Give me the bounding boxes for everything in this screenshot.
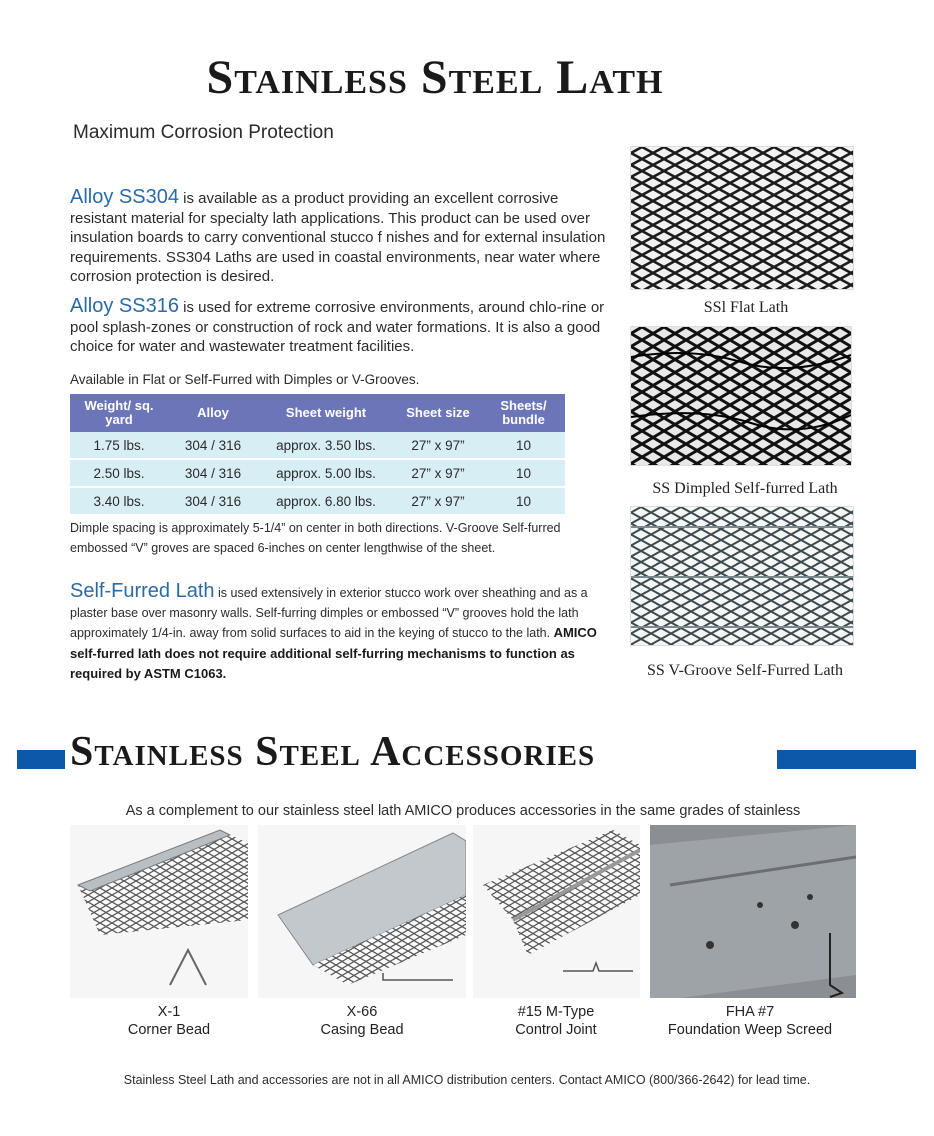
accessory-label-x1	[70, 1003, 268, 1039]
table-cell: 10	[482, 432, 565, 459]
header-cell: Alloy	[168, 394, 258, 432]
dimple-spacing-note: Dimple spacing is approximately 5-1/4” on center in both directions. V-Groove Self-furred embossed “V” groves are spaced 6-inches on center lengthwise of the sheet.	[70, 521, 561, 555]
table-cell: 27” x 97”	[394, 432, 482, 459]
flat-lath-image	[630, 146, 854, 290]
table-row	[70, 459, 565, 487]
header-cell: Weight/ sq. yard	[70, 394, 168, 432]
header-cell: Sheet size	[394, 394, 482, 432]
accessory-name: Corner Bead	[127, 1022, 211, 1038]
alloy-ss304-paragraph	[70, 188, 615, 287]
accessory-name: Control Joint	[515, 1022, 597, 1038]
self-furred-bold-text: AMICO self-furred lath does not require additional self-furring mechanisms to function as required by ASTM C1063.	[70, 625, 597, 681]
accessory-label-x66	[263, 1003, 461, 1039]
table-cell: 304 / 316	[168, 459, 258, 487]
v-groove-lath-image	[630, 506, 854, 646]
accessory-code: #15 M-Type	[517, 1004, 595, 1020]
accessories-intro: As a complement to our stainless steel lath AMICO produces accessories in the same grades of stainless	[125, 803, 801, 819]
table-row	[70, 432, 565, 459]
accessory-code: X-66	[346, 1004, 378, 1020]
spec-table	[70, 394, 565, 514]
table-cell: 304 / 316	[168, 432, 258, 459]
casing-bead-image	[258, 825, 466, 998]
alloy-ss316-text: is used for extreme corrosive environments, around chlo-rine or pool splash-zones or construction of rock and water formations. It is also a good choice for water and wastewater treatment facilities.	[70, 299, 605, 355]
weep-screed-image	[650, 825, 856, 998]
accessory-label-fha7	[645, 1003, 855, 1039]
self-furred-paragraph	[70, 582, 615, 685]
table-cell: 1.75 lbs.	[70, 432, 168, 459]
table-cell: 27” x 97”	[394, 487, 482, 514]
table-cell: approx. 3.50 lbs.	[258, 432, 394, 459]
dimpled-lath-image	[630, 326, 852, 466]
table-cell: 27” x 97”	[394, 459, 482, 487]
footer-note: Stainless Steel Lath and accessories are not in all AMICO distribution centers. Contact AMICO (800/366-2642) for lead time.	[123, 1073, 811, 1087]
self-furred-heading: Self-Furred Lath	[70, 580, 215, 602]
accessory-code: X-1	[157, 1004, 181, 1020]
flat-lath-caption: SSl Flat Lath	[703, 299, 789, 316]
page-subtitle: Maximum Corrosion Protection	[73, 122, 334, 143]
spec-table-header	[70, 394, 565, 432]
accessory-name: Foundation Weep Screed	[667, 1022, 833, 1038]
accessories-title: Stainless Steel Accessories	[70, 729, 596, 775]
dimpled-lath-caption: SS Dimpled Self-furred Lath	[652, 480, 838, 497]
alloy-ss304-text: is available as a product providing an excellent corrosive resistant material for specialty lath applications. This product can be used over insulation boards to carry conventional stucco f nishes and for external insulation requirements. SS304 Laths are used in coastal environments, near water where corrosion protection is desired.	[70, 190, 606, 285]
accessory-name: Casing Bead	[320, 1022, 404, 1038]
alloy-ss316-heading: Alloy SS316	[70, 295, 179, 317]
table-cell: 2.50 lbs.	[70, 459, 168, 487]
control-joint-image	[473, 825, 640, 998]
table-cell: 3.40 lbs.	[70, 487, 168, 514]
header-cell: Sheet weight	[258, 394, 394, 432]
table-row	[70, 487, 565, 514]
alloy-ss316-paragraph	[70, 297, 615, 357]
section-bar-right	[777, 750, 916, 769]
table-cell: 10	[482, 487, 565, 514]
accessory-label-15m	[467, 1003, 645, 1039]
accessory-code: FHA #7	[725, 1004, 775, 1020]
availability-note: Available in Flat or Self-Furred with Dimples or V-Grooves.	[70, 372, 420, 387]
v-groove-lath-caption: SS V-Groove Self-Furred Lath	[647, 662, 843, 679]
table-cell: approx. 5.00 lbs.	[258, 459, 394, 487]
alloy-ss304-heading: Alloy SS304	[70, 186, 179, 208]
header-cell: Sheets/ bundle	[482, 394, 565, 432]
table-cell: approx. 6.80 lbs.	[258, 487, 394, 514]
section-bar-left	[17, 750, 65, 769]
page-title: Stainless Steel Lath	[206, 51, 664, 104]
corner-bead-image	[70, 825, 248, 998]
self-furred-text: is used extensively in exterior stucco work over sheathing and as a plaster base over masonry walls. Self-furring dimples or embossed “V” grooves hold the lath approximately 1/4-in. away from solid surfaces to aid in the keying of stucco to the lath.	[70, 586, 588, 640]
table-cell: 304 / 316	[168, 487, 258, 514]
table-cell: 10	[482, 459, 565, 487]
